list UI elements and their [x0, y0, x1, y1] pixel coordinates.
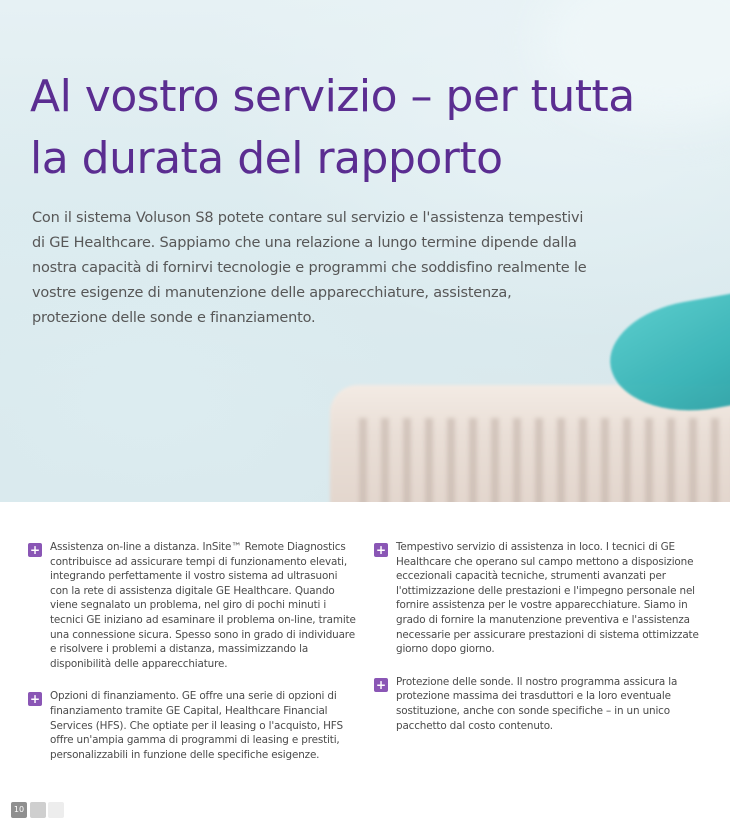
item-text: Assistenza on-line a distanza. InSite™ Remote Diagnostics contribuisce ad assicurare tempi di funzionamento elevati, integrando perfettamente il vostro sistema ad ultrasuoni con la rete di assistenza digitale GE Healthcare. Quando viene segnalato un problema, nel giro di pochi minuti i tecnici GE iniziano ad esaminare il problema on-line, tramite una connessione sicura. Spesso sono in grado di individuare e risolvere i problemi a distanza, massimizzando la disponibilità delle apparecchiature.: [50, 541, 356, 670]
plus-icon: +: [375, 677, 387, 692]
intro-paragraph: Con il sistema Voluson S8 potete contare sul servizio e l'assistenza tempestivi di GE Healthcare. Sappiamo che una relazione a lungo termine dipende dalla nostra capacità di fornirvi tecnologie e programmi che soddisfino realmente le vostre esigenze di manutenzione delle apparecchiature, assistenza, protezione delle sonde e finanziamento.: [32, 210, 587, 326]
list-item: [374, 675, 704, 733]
bed-texture: [345, 418, 730, 502]
page-title: [30, 66, 710, 190]
item-text: Tempestivo servizio di assistenza in loco. I tecnici di GE Healthcare che operano sul campo mettono a disposizione eccezionali capacità tecniche, strumenti avanzati per l'ottimizzazione delle prestazioni e l'impegno personale nel fornire assistenza per le vostre apparecchiature. Siamo in grado di fornire la manutenzione preventiva e l'assistenza necessarie per assicurare prestazioni di sistema ottimizzate giorno dopo giorno.: [396, 541, 699, 656]
left-column: [28, 540, 358, 780]
plus-icon: +: [29, 543, 41, 557]
item-text: Protezione delle sonde. Il nostro programma assicura la protezione massima dei trasduttori e la loro eventuale sostituzione, anche con sonde specifiche – in un unico pacchetto dal costo contenuto.: [396, 675, 678, 732]
list-item: [28, 689, 358, 762]
item-text: Opzioni di finanziamento. GE offre una serie di opzioni di finanziamento tramite GE Capital, Healthcare Financial Services (HFS). Che optiate per il leasing o l'acquisto, HFS offre un'ampia gamma di programmi di leasing e prestiti, personalizzabili in funzione delle specifiche esigenze.: [50, 690, 343, 761]
list-item: [28, 540, 358, 671]
page-number: 10: [11, 802, 27, 818]
page-indicator: [48, 802, 64, 818]
right-column: [374, 540, 704, 751]
page-indicator: [30, 802, 46, 818]
title-line-2: la durata del rapporto: [30, 133, 503, 184]
title-line-1: Al vostro servizio – per tutta: [30, 71, 635, 122]
list-item: [374, 540, 704, 657]
plus-icon: +: [29, 692, 41, 707]
plus-icon: +: [375, 543, 387, 557]
